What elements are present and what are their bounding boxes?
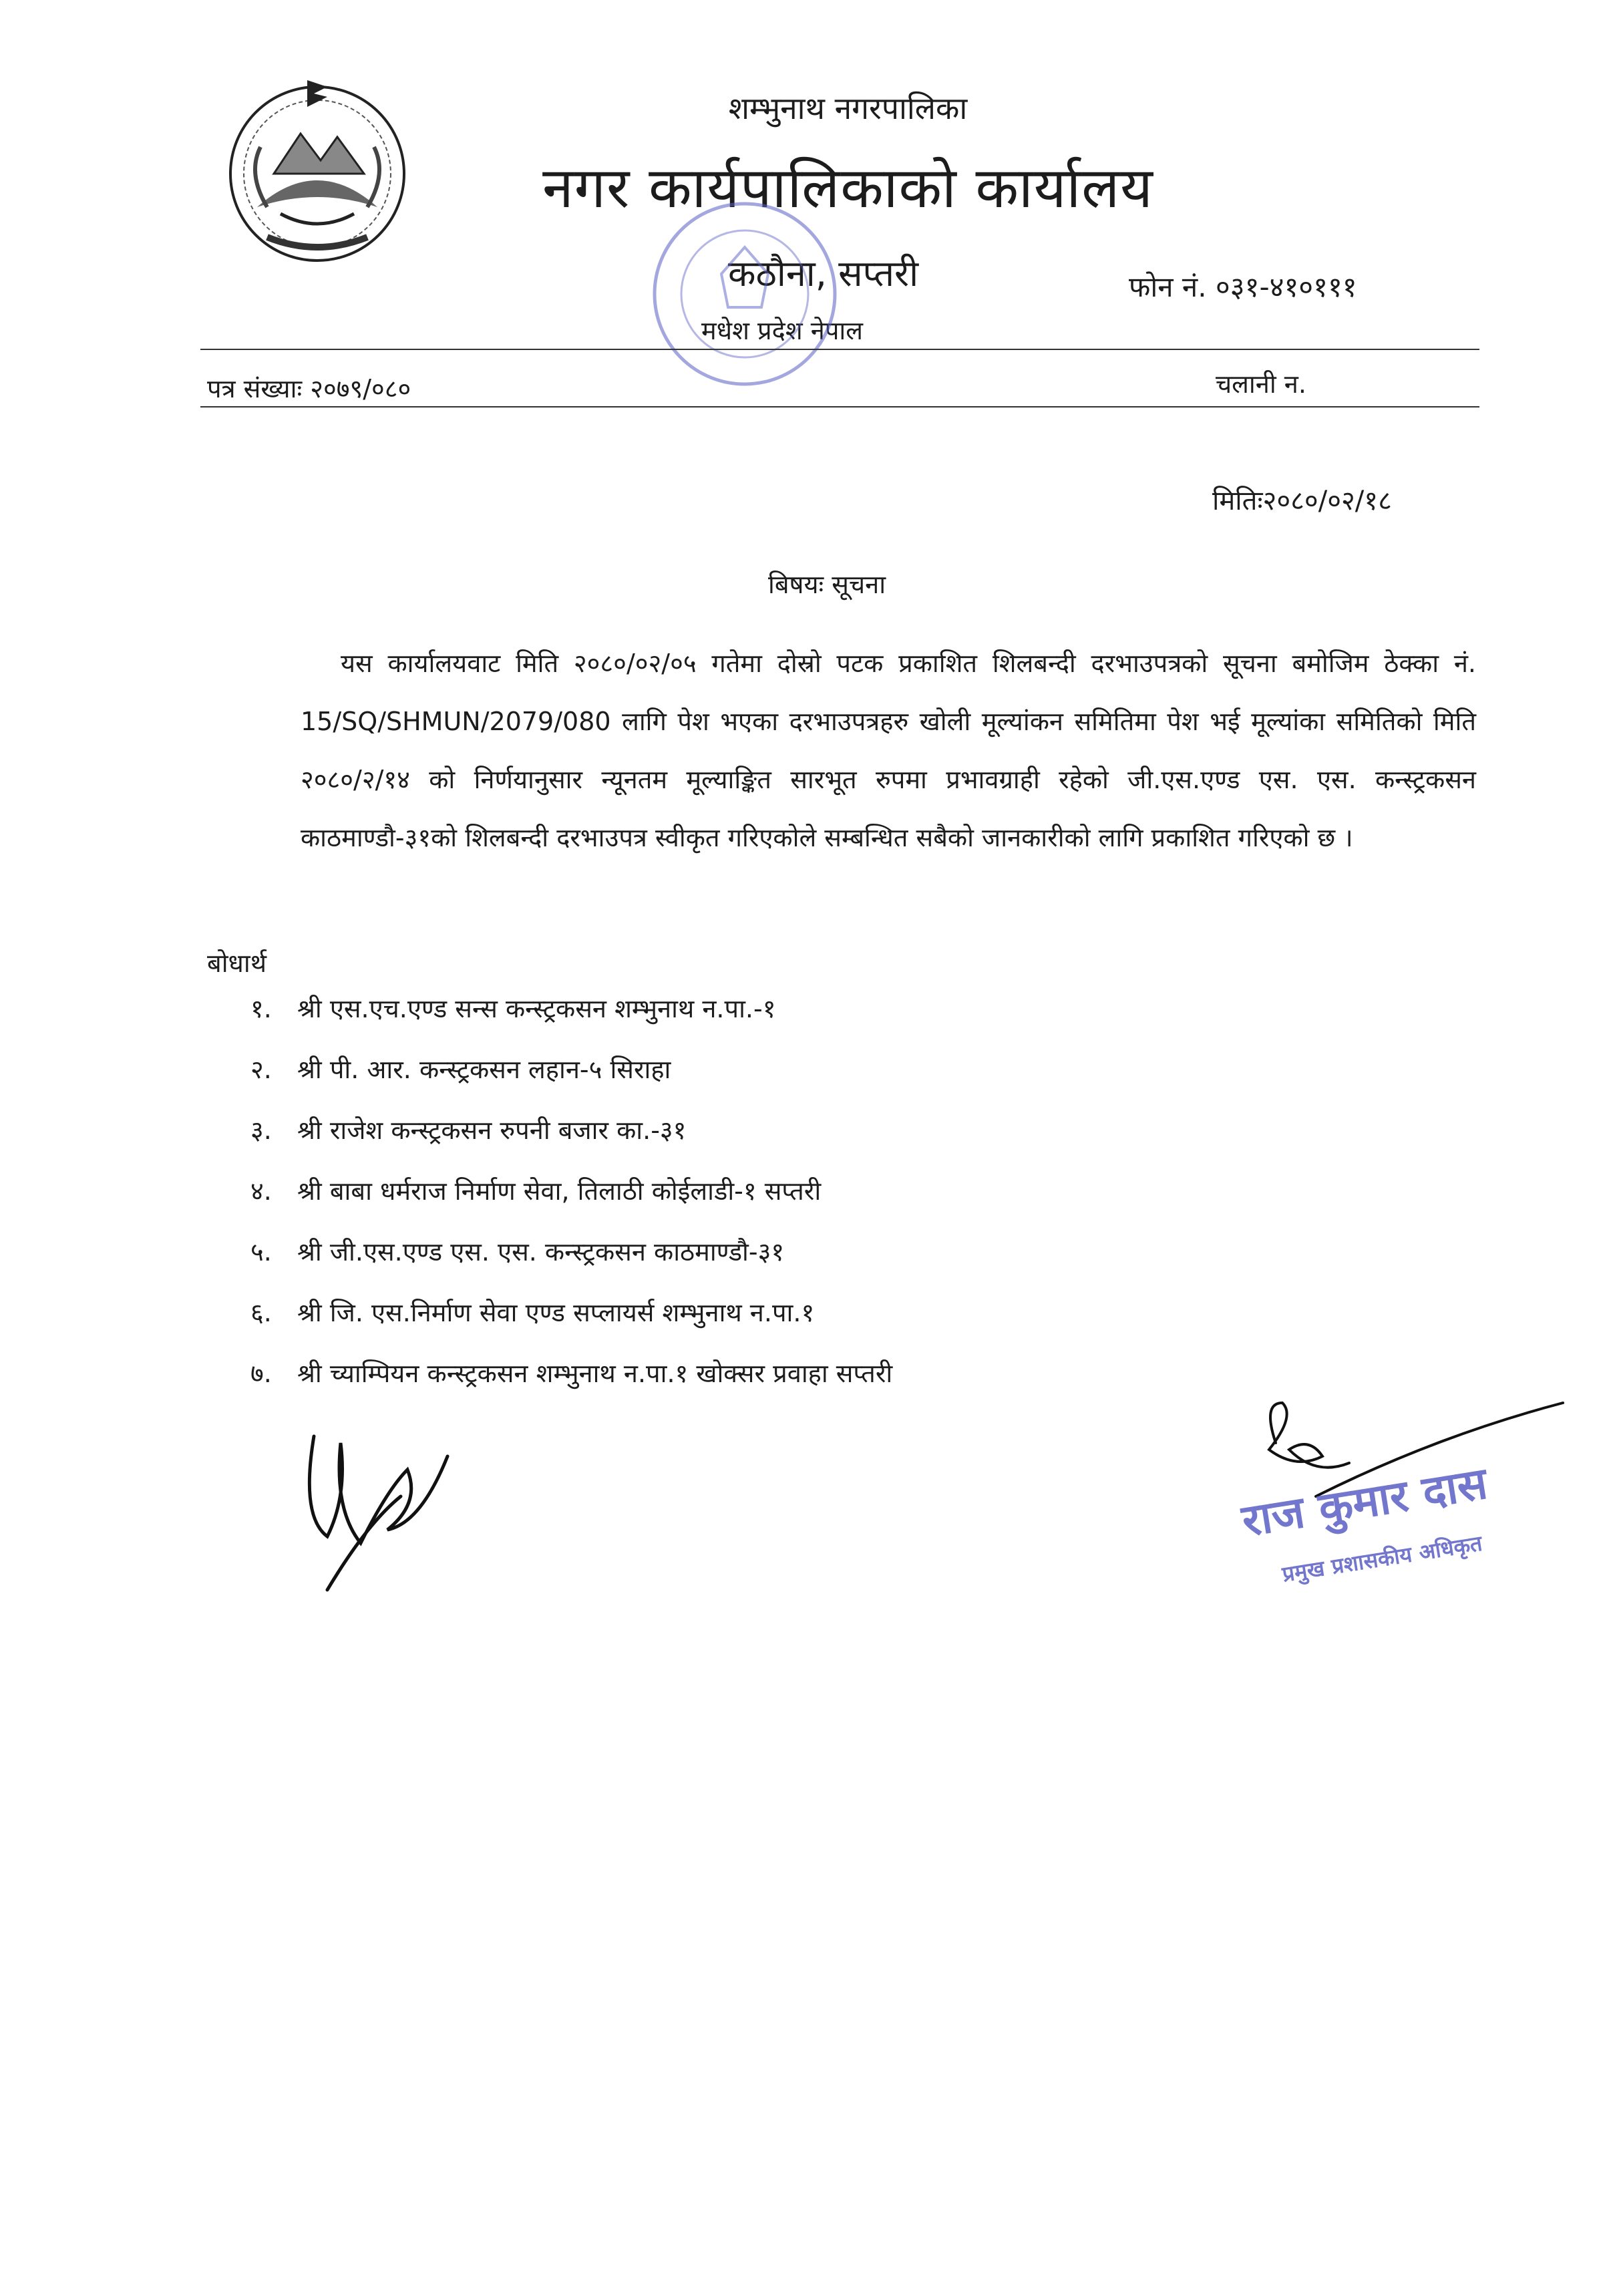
cc-item-number: ७. xyxy=(250,1359,272,1388)
cc-item-number: २. xyxy=(250,1055,272,1084)
header-divider-top xyxy=(200,349,1479,350)
officer-title-stamp: प्रमुख प्रशासकीय अधिकृत xyxy=(1280,1530,1484,1587)
cc-item xyxy=(250,1232,892,1293)
cc-item-text: श्री एस.एच.एण्ड सन्स कन्स्ट्रकसन शम्भुनाथ न.पा.-१ xyxy=(297,994,776,1023)
notice-body: यस कार्यालयवाट मिति २०८०/०२/०५ गतेमा दोस्रो पटक प्रकाशित शिलबन्दी दरभाउपत्रको सूचना बमोजिम ठेक्का नं. 15/SQ/SHMUN/2079/080 लागि पेश भएका दरभाउपत्रहरु खोली मूल्यांकन समितिमा पेश भई मूल्यांका समितिको मिति २०८०/२/१४ को निर्णयानुसार न्यूनतम मूल्याङ्कित सारभूत रुपमा प्रभावग्राही रहेको जी.एस.एण्ड एस. एस. कन्स्ट्रकसन काठमाण्डौ-३१को शिलबन्दी दरभाउपत्र स्वीकृत गरिएकोले सम्बन्धित सबैको जानकारीको लागि प्रकाशित गरिएको छ । xyxy=(301,649,1476,852)
cc-item-number: १. xyxy=(250,994,272,1023)
cc-item xyxy=(250,1049,892,1110)
cc-item-text: श्री जी.एस.एण्ड एस. एस. कन्स्ट्रकसन काठमाण्डौ-३१ xyxy=(297,1237,785,1267)
cc-item-text: श्री जि. एस.निर्माण सेवा एण्ड सप्लायर्स शम्भुनाथ न.पा.१ xyxy=(297,1298,815,1327)
cc-list xyxy=(250,989,892,1414)
header-divider-bottom xyxy=(200,406,1479,407)
signature-left xyxy=(287,1416,474,1610)
cc-item-number: ४. xyxy=(250,1176,272,1206)
cc-label: बोधार्थ xyxy=(207,949,267,978)
reference-number: पत्र संख्याः २०७९/०८० xyxy=(207,374,411,403)
dispatch-number: चलानी न. xyxy=(1216,369,1306,399)
cc-item-number: ५. xyxy=(250,1237,272,1267)
cc-item xyxy=(250,1293,892,1353)
cc-item xyxy=(250,1353,892,1414)
cc-item-text: श्री पी. आर. कन्स्ट्रकसन लहान-५ सिराहा xyxy=(297,1055,671,1084)
cc-item-text: श्री राजेश कन्स्ट्रकसन रुपनी बजार का.-३१ xyxy=(297,1116,687,1145)
cc-item-number: ६. xyxy=(250,1298,272,1327)
cc-item xyxy=(250,1171,892,1232)
province-name: मधेश प्रदेश नेपाल xyxy=(701,316,864,345)
cc-item-text: श्री बाबा धर्मराज निर्माण सेवा, तिलाठी कोईलाडी-१ सप्तरी xyxy=(297,1176,822,1206)
letter-date: मितिः२०८०/०२/१८ xyxy=(1212,486,1392,516)
office-title: नगर कार्यपालिकाको कार्यालय xyxy=(542,155,1153,220)
cc-item xyxy=(250,1110,892,1171)
phone-number: फोन नं. ०३१-४१०१११ xyxy=(1129,271,1357,303)
office-address: कठौना, सप्तरी xyxy=(728,253,919,295)
cc-item-number: ३. xyxy=(250,1116,272,1145)
municipality-name: शम्भुनाथ नगरपालिका xyxy=(728,90,968,126)
cc-item-text: श्री च्याम्पियन कन्स्ट्रकसन शम्भुनाथ न.पा.१ खोक्सर प्रवाहा सप्तरी xyxy=(297,1359,893,1388)
cc-item xyxy=(250,989,892,1049)
officer-name-stamp: राज कुमार दास xyxy=(1238,1457,1491,1547)
letter-subject: बिषयः सूचना xyxy=(768,570,886,599)
office-seal-stamp xyxy=(635,194,855,394)
